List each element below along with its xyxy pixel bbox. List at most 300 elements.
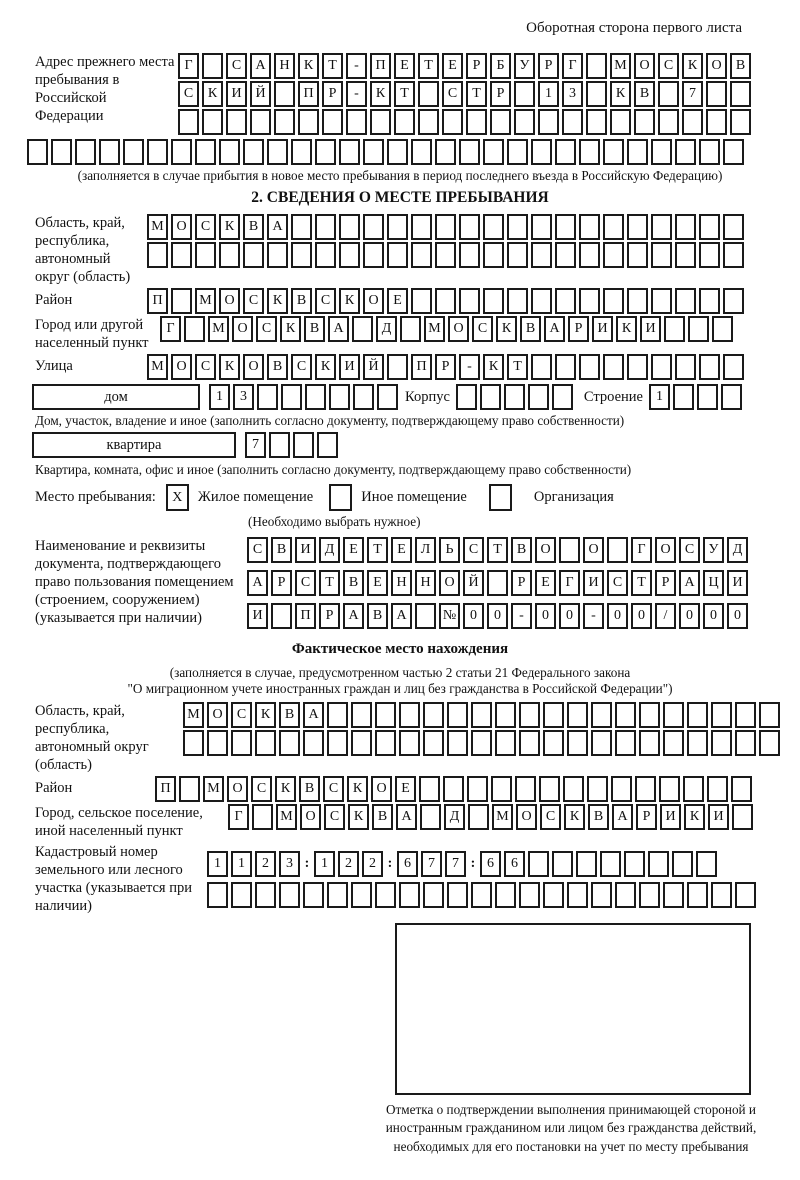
char-cell[interactable] <box>315 242 336 268</box>
char-cell[interactable]: С <box>251 776 272 802</box>
char-cell[interactable] <box>400 316 421 342</box>
char-cell[interactable] <box>579 242 600 268</box>
char-cell[interactable] <box>682 109 703 135</box>
char-cell[interactable]: И <box>339 354 360 380</box>
char-cell[interactable]: Р <box>655 570 676 596</box>
char-cell[interactable]: О <box>232 316 253 342</box>
char-cell[interactable]: И <box>583 570 604 596</box>
char-cell[interactable] <box>490 109 511 135</box>
char-cell[interactable] <box>507 242 528 268</box>
char-cell[interactable]: А <box>343 603 364 629</box>
char-cell[interactable] <box>559 537 580 563</box>
char-cell[interactable]: 0 <box>631 603 652 629</box>
char-cell[interactable] <box>387 242 408 268</box>
char-cell[interactable] <box>707 776 728 802</box>
char-cell[interactable]: С <box>315 288 336 314</box>
char-cell[interactable]: А <box>328 316 349 342</box>
char-cell[interactable] <box>507 288 528 314</box>
char-cell[interactable] <box>675 242 696 268</box>
char-cell[interactable] <box>543 882 564 908</box>
char-cell[interactable] <box>375 882 396 908</box>
char-cell[interactable] <box>327 882 348 908</box>
char-cell[interactable] <box>723 139 744 165</box>
char-cell[interactable] <box>723 242 744 268</box>
char-cell[interactable] <box>327 702 348 728</box>
char-cell[interactable] <box>579 288 600 314</box>
char-cell[interactable] <box>627 242 648 268</box>
char-cell[interactable]: А <box>679 570 700 596</box>
char-cell[interactable]: В <box>730 53 751 79</box>
char-cell[interactable] <box>243 242 264 268</box>
char-cell[interactable]: Д <box>444 804 465 830</box>
char-cell[interactable] <box>435 139 456 165</box>
char-cell[interactable]: А <box>247 570 268 596</box>
char-cell[interactable] <box>447 730 468 756</box>
char-cell[interactable]: С <box>243 288 264 314</box>
char-cell[interactable] <box>519 730 540 756</box>
char-cell[interactable] <box>423 882 444 908</box>
char-cell[interactable] <box>467 776 488 802</box>
char-cell[interactable]: О <box>655 537 676 563</box>
char-cell[interactable] <box>495 702 516 728</box>
char-cell[interactable] <box>531 242 552 268</box>
char-cell[interactable] <box>658 109 679 135</box>
char-cell[interactable]: С <box>658 53 679 79</box>
char-cell[interactable] <box>255 882 276 908</box>
char-cell[interactable] <box>555 139 576 165</box>
char-cell[interactable] <box>531 214 552 240</box>
char-cell[interactable]: Й <box>463 570 484 596</box>
char-cell[interactable] <box>730 81 751 107</box>
char-cell[interactable] <box>305 384 326 410</box>
char-cell[interactable] <box>699 139 720 165</box>
char-cell[interactable] <box>495 730 516 756</box>
char-cell[interactable]: Н <box>391 570 412 596</box>
char-cell[interactable]: Н <box>274 53 295 79</box>
char-cell[interactable] <box>651 354 672 380</box>
char-cell[interactable]: М <box>195 288 216 314</box>
char-cell[interactable]: 0 <box>607 603 628 629</box>
char-cell[interactable] <box>51 139 72 165</box>
char-cell[interactable] <box>483 288 504 314</box>
char-cell[interactable]: 1 <box>231 851 252 877</box>
char-cell[interactable] <box>507 214 528 240</box>
char-cell[interactable]: О <box>439 570 460 596</box>
char-cell[interactable]: / <box>655 603 676 629</box>
char-cell[interactable] <box>226 109 247 135</box>
char-cell[interactable] <box>387 139 408 165</box>
char-cell[interactable] <box>375 730 396 756</box>
char-cell[interactable]: М <box>147 214 168 240</box>
char-cell[interactable] <box>735 702 756 728</box>
char-cell[interactable] <box>274 109 295 135</box>
char-cell[interactable] <box>303 730 324 756</box>
char-cell[interactable]: С <box>607 570 628 596</box>
char-cell[interactable] <box>723 214 744 240</box>
char-cell[interactable] <box>171 139 192 165</box>
char-cell[interactable]: К <box>348 804 369 830</box>
char-cell[interactable] <box>322 109 343 135</box>
char-cell[interactable] <box>257 384 278 410</box>
char-cell[interactable] <box>231 882 252 908</box>
char-cell[interactable] <box>567 730 588 756</box>
char-cell[interactable]: 7 <box>682 81 703 107</box>
char-cell[interactable]: А <box>612 804 633 830</box>
char-cell[interactable] <box>627 214 648 240</box>
char-cell[interactable]: М <box>492 804 513 830</box>
char-cell[interactable]: Г <box>228 804 249 830</box>
char-cell[interactable]: Т <box>507 354 528 380</box>
char-cell[interactable]: В <box>588 804 609 830</box>
char-cell[interactable] <box>418 81 439 107</box>
char-cell[interactable]: Г <box>160 316 181 342</box>
char-cell[interactable]: 3 <box>233 384 254 410</box>
char-cell[interactable]: 3 <box>279 851 300 877</box>
char-cell[interactable]: Г <box>562 53 583 79</box>
char-cell[interactable] <box>555 214 576 240</box>
char-cell[interactable]: Т <box>466 81 487 107</box>
char-cell[interactable] <box>435 288 456 314</box>
char-cell[interactable] <box>219 139 240 165</box>
char-cell[interactable] <box>735 882 756 908</box>
char-cell[interactable] <box>627 354 648 380</box>
char-cell[interactable] <box>353 384 374 410</box>
char-cell[interactable] <box>514 109 535 135</box>
char-cell[interactable]: 0 <box>487 603 508 629</box>
char-cell[interactable] <box>627 139 648 165</box>
char-cell[interactable]: - <box>459 354 480 380</box>
char-cell[interactable]: Р <box>490 81 511 107</box>
char-cell[interactable] <box>648 851 669 877</box>
char-cell[interactable]: № <box>439 603 460 629</box>
char-cell[interactable] <box>483 214 504 240</box>
char-cell[interactable]: 6 <box>397 851 418 877</box>
char-cell[interactable] <box>147 139 168 165</box>
stay-option-checkbox[interactable]: X <box>166 484 189 511</box>
char-cell[interactable] <box>377 384 398 410</box>
char-cell[interactable]: В <box>520 316 541 342</box>
char-cell[interactable] <box>171 242 192 268</box>
char-cell[interactable]: Е <box>394 53 415 79</box>
char-cell[interactable] <box>543 730 564 756</box>
char-cell[interactable] <box>683 776 704 802</box>
char-cell[interactable]: Р <box>322 81 343 107</box>
char-cell[interactable] <box>279 882 300 908</box>
char-cell[interactable] <box>586 53 607 79</box>
char-cell[interactable]: К <box>275 776 296 802</box>
char-cell[interactable] <box>459 242 480 268</box>
char-cell[interactable] <box>579 214 600 240</box>
char-cell[interactable]: 2 <box>338 851 359 877</box>
char-cell[interactable]: Р <box>435 354 456 380</box>
char-cell[interactable] <box>279 730 300 756</box>
char-cell[interactable] <box>491 776 512 802</box>
char-cell[interactable]: С <box>295 570 316 596</box>
char-cell[interactable] <box>269 432 290 458</box>
char-cell[interactable]: С <box>442 81 463 107</box>
char-cell[interactable] <box>528 851 549 877</box>
char-cell[interactable] <box>435 214 456 240</box>
char-cell[interactable] <box>555 242 576 268</box>
char-cell[interactable] <box>423 702 444 728</box>
char-cell[interactable]: В <box>291 288 312 314</box>
char-cell[interactable]: К <box>315 354 336 380</box>
char-cell[interactable]: С <box>323 776 344 802</box>
char-cell[interactable]: Е <box>442 53 463 79</box>
char-cell[interactable]: Г <box>631 537 652 563</box>
char-cell[interactable]: Ь <box>439 537 460 563</box>
char-cell[interactable] <box>567 702 588 728</box>
char-cell[interactable]: О <box>207 702 228 728</box>
char-cell[interactable] <box>298 109 319 135</box>
char-cell[interactable] <box>732 804 753 830</box>
char-cell[interactable]: Е <box>535 570 556 596</box>
char-cell[interactable]: П <box>147 288 168 314</box>
char-cell[interactable]: Е <box>387 288 408 314</box>
char-cell[interactable] <box>591 730 612 756</box>
char-cell[interactable] <box>531 354 552 380</box>
char-cell[interactable] <box>658 81 679 107</box>
char-cell[interactable]: В <box>279 702 300 728</box>
char-cell[interactable]: О <box>243 354 264 380</box>
char-cell[interactable] <box>706 109 727 135</box>
char-cell[interactable]: - <box>511 603 532 629</box>
char-cell[interactable] <box>634 109 655 135</box>
char-cell[interactable]: В <box>367 603 388 629</box>
char-cell[interactable] <box>735 730 756 756</box>
char-cell[interactable] <box>487 570 508 596</box>
char-cell[interactable] <box>639 730 660 756</box>
char-cell[interactable] <box>483 242 504 268</box>
char-cell[interactable] <box>411 242 432 268</box>
char-cell[interactable] <box>420 804 441 830</box>
char-cell[interactable] <box>659 776 680 802</box>
char-cell[interactable]: П <box>298 81 319 107</box>
char-cell[interactable] <box>459 139 480 165</box>
char-cell[interactable] <box>603 242 624 268</box>
char-cell[interactable] <box>555 288 576 314</box>
char-cell[interactable]: 7 <box>421 851 442 877</box>
char-cell[interactable] <box>466 109 487 135</box>
char-cell[interactable]: К <box>202 81 223 107</box>
char-cell[interactable]: Т <box>367 537 388 563</box>
char-cell[interactable] <box>730 109 751 135</box>
char-cell[interactable]: Р <box>538 53 559 79</box>
char-cell[interactable]: К <box>616 316 637 342</box>
char-cell[interactable]: М <box>424 316 445 342</box>
char-cell[interactable] <box>696 851 717 877</box>
char-cell[interactable] <box>179 776 200 802</box>
char-cell[interactable] <box>327 730 348 756</box>
char-cell[interactable]: М <box>147 354 168 380</box>
char-cell[interactable] <box>603 214 624 240</box>
char-cell[interactable] <box>399 730 420 756</box>
char-cell[interactable]: И <box>247 603 268 629</box>
char-cell[interactable] <box>456 384 477 410</box>
char-cell[interactable] <box>651 214 672 240</box>
char-cell[interactable] <box>435 242 456 268</box>
char-cell[interactable] <box>635 776 656 802</box>
char-cell[interactable] <box>483 139 504 165</box>
char-cell[interactable]: Й <box>250 81 271 107</box>
char-cell[interactable] <box>27 139 48 165</box>
char-cell[interactable] <box>515 776 536 802</box>
char-cell[interactable]: С <box>195 214 216 240</box>
char-cell[interactable] <box>687 882 708 908</box>
char-cell[interactable] <box>699 214 720 240</box>
char-cell[interactable] <box>471 730 492 756</box>
char-cell[interactable]: Т <box>631 570 652 596</box>
char-cell[interactable] <box>759 730 780 756</box>
char-cell[interactable]: С <box>231 702 252 728</box>
char-cell[interactable] <box>675 288 696 314</box>
char-cell[interactable]: К <box>280 316 301 342</box>
char-cell[interactable] <box>423 730 444 756</box>
char-cell[interactable]: М <box>610 53 631 79</box>
char-cell[interactable]: М <box>276 804 297 830</box>
char-cell[interactable] <box>624 851 645 877</box>
char-cell[interactable] <box>447 882 468 908</box>
char-cell[interactable] <box>75 139 96 165</box>
char-cell[interactable]: 3 <box>562 81 583 107</box>
char-cell[interactable]: С <box>291 354 312 380</box>
char-cell[interactable] <box>651 242 672 268</box>
char-cell[interactable]: Е <box>395 776 416 802</box>
char-cell[interactable] <box>687 702 708 728</box>
char-cell[interactable] <box>687 730 708 756</box>
char-cell[interactable]: В <box>372 804 393 830</box>
char-cell[interactable] <box>576 851 597 877</box>
char-cell[interactable] <box>274 81 295 107</box>
char-cell[interactable]: К <box>564 804 585 830</box>
char-cell[interactable] <box>267 242 288 268</box>
char-cell[interactable] <box>399 702 420 728</box>
char-cell[interactable]: О <box>363 288 384 314</box>
char-cell[interactable] <box>528 384 549 410</box>
char-cell[interactable]: Р <box>466 53 487 79</box>
char-cell[interactable] <box>663 702 684 728</box>
char-cell[interactable] <box>271 603 292 629</box>
char-cell[interactable]: Л <box>415 537 436 563</box>
char-cell[interactable] <box>363 214 384 240</box>
char-cell[interactable]: Е <box>367 570 388 596</box>
char-cell[interactable]: И <box>727 570 748 596</box>
char-cell[interactable] <box>539 776 560 802</box>
char-cell[interactable] <box>339 242 360 268</box>
char-cell[interactable]: 0 <box>679 603 700 629</box>
char-cell[interactable] <box>459 214 480 240</box>
char-cell[interactable] <box>339 139 360 165</box>
char-cell[interactable] <box>712 316 733 342</box>
char-cell[interactable] <box>603 139 624 165</box>
char-cell[interactable] <box>147 242 168 268</box>
char-cell[interactable] <box>243 139 264 165</box>
char-cell[interactable] <box>370 109 391 135</box>
char-cell[interactable] <box>480 384 501 410</box>
char-cell[interactable] <box>291 214 312 240</box>
char-cell[interactable]: О <box>227 776 248 802</box>
char-cell[interactable]: Е <box>391 537 412 563</box>
char-cell[interactable]: Б <box>490 53 511 79</box>
char-cell[interactable] <box>387 214 408 240</box>
char-cell[interactable]: К <box>219 354 240 380</box>
char-cell[interactable] <box>699 242 720 268</box>
char-cell[interactable]: И <box>295 537 316 563</box>
char-cell[interactable]: У <box>514 53 535 79</box>
char-cell[interactable] <box>562 109 583 135</box>
char-cell[interactable]: 6 <box>504 851 525 877</box>
char-cell[interactable]: А <box>303 702 324 728</box>
char-cell[interactable] <box>615 730 636 756</box>
char-cell[interactable]: К <box>255 702 276 728</box>
char-cell[interactable] <box>363 242 384 268</box>
char-cell[interactable]: 1 <box>538 81 559 107</box>
char-cell[interactable] <box>183 730 204 756</box>
char-cell[interactable] <box>610 109 631 135</box>
char-cell[interactable] <box>255 730 276 756</box>
char-cell[interactable] <box>538 109 559 135</box>
char-cell[interactable] <box>639 702 660 728</box>
char-cell[interactable]: Д <box>727 537 748 563</box>
char-cell[interactable] <box>207 730 228 756</box>
char-cell[interactable]: Р <box>636 804 657 830</box>
char-cell[interactable]: М <box>208 316 229 342</box>
char-cell[interactable] <box>531 139 552 165</box>
char-cell[interactable] <box>471 702 492 728</box>
stay-option-checkbox[interactable] <box>329 484 352 511</box>
char-cell[interactable] <box>586 81 607 107</box>
char-cell[interactable] <box>723 288 744 314</box>
char-cell[interactable]: Е <box>343 537 364 563</box>
char-cell[interactable] <box>688 316 709 342</box>
char-cell[interactable] <box>351 702 372 728</box>
char-cell[interactable] <box>250 109 271 135</box>
char-cell[interactable]: И <box>640 316 661 342</box>
char-cell[interactable]: С <box>195 354 216 380</box>
char-cell[interactable]: С <box>178 81 199 107</box>
char-cell[interactable]: К <box>219 214 240 240</box>
char-cell[interactable]: Г <box>559 570 580 596</box>
char-cell[interactable]: 1 <box>649 384 670 410</box>
char-cell[interactable] <box>202 53 223 79</box>
char-cell[interactable] <box>579 354 600 380</box>
char-cell[interactable] <box>468 804 489 830</box>
char-cell[interactable]: К <box>267 288 288 314</box>
char-cell[interactable]: О <box>583 537 604 563</box>
char-cell[interactable]: К <box>483 354 504 380</box>
char-cell[interactable] <box>663 730 684 756</box>
char-cell[interactable]: П <box>155 776 176 802</box>
char-cell[interactable] <box>591 702 612 728</box>
char-cell[interactable] <box>615 882 636 908</box>
char-cell[interactable]: Т <box>487 537 508 563</box>
char-cell[interactable] <box>317 432 338 458</box>
char-cell[interactable] <box>394 109 415 135</box>
char-cell[interactable] <box>673 384 694 410</box>
char-cell[interactable]: С <box>256 316 277 342</box>
char-cell[interactable] <box>603 354 624 380</box>
char-cell[interactable]: В <box>634 81 655 107</box>
char-cell[interactable] <box>639 882 660 908</box>
char-cell[interactable]: А <box>396 804 417 830</box>
char-cell[interactable]: В <box>271 537 292 563</box>
char-cell[interactable]: О <box>448 316 469 342</box>
char-cell[interactable] <box>252 804 273 830</box>
char-cell[interactable] <box>731 776 752 802</box>
char-cell[interactable]: К <box>298 53 319 79</box>
char-cell[interactable]: Т <box>319 570 340 596</box>
char-cell[interactable]: Р <box>511 570 532 596</box>
